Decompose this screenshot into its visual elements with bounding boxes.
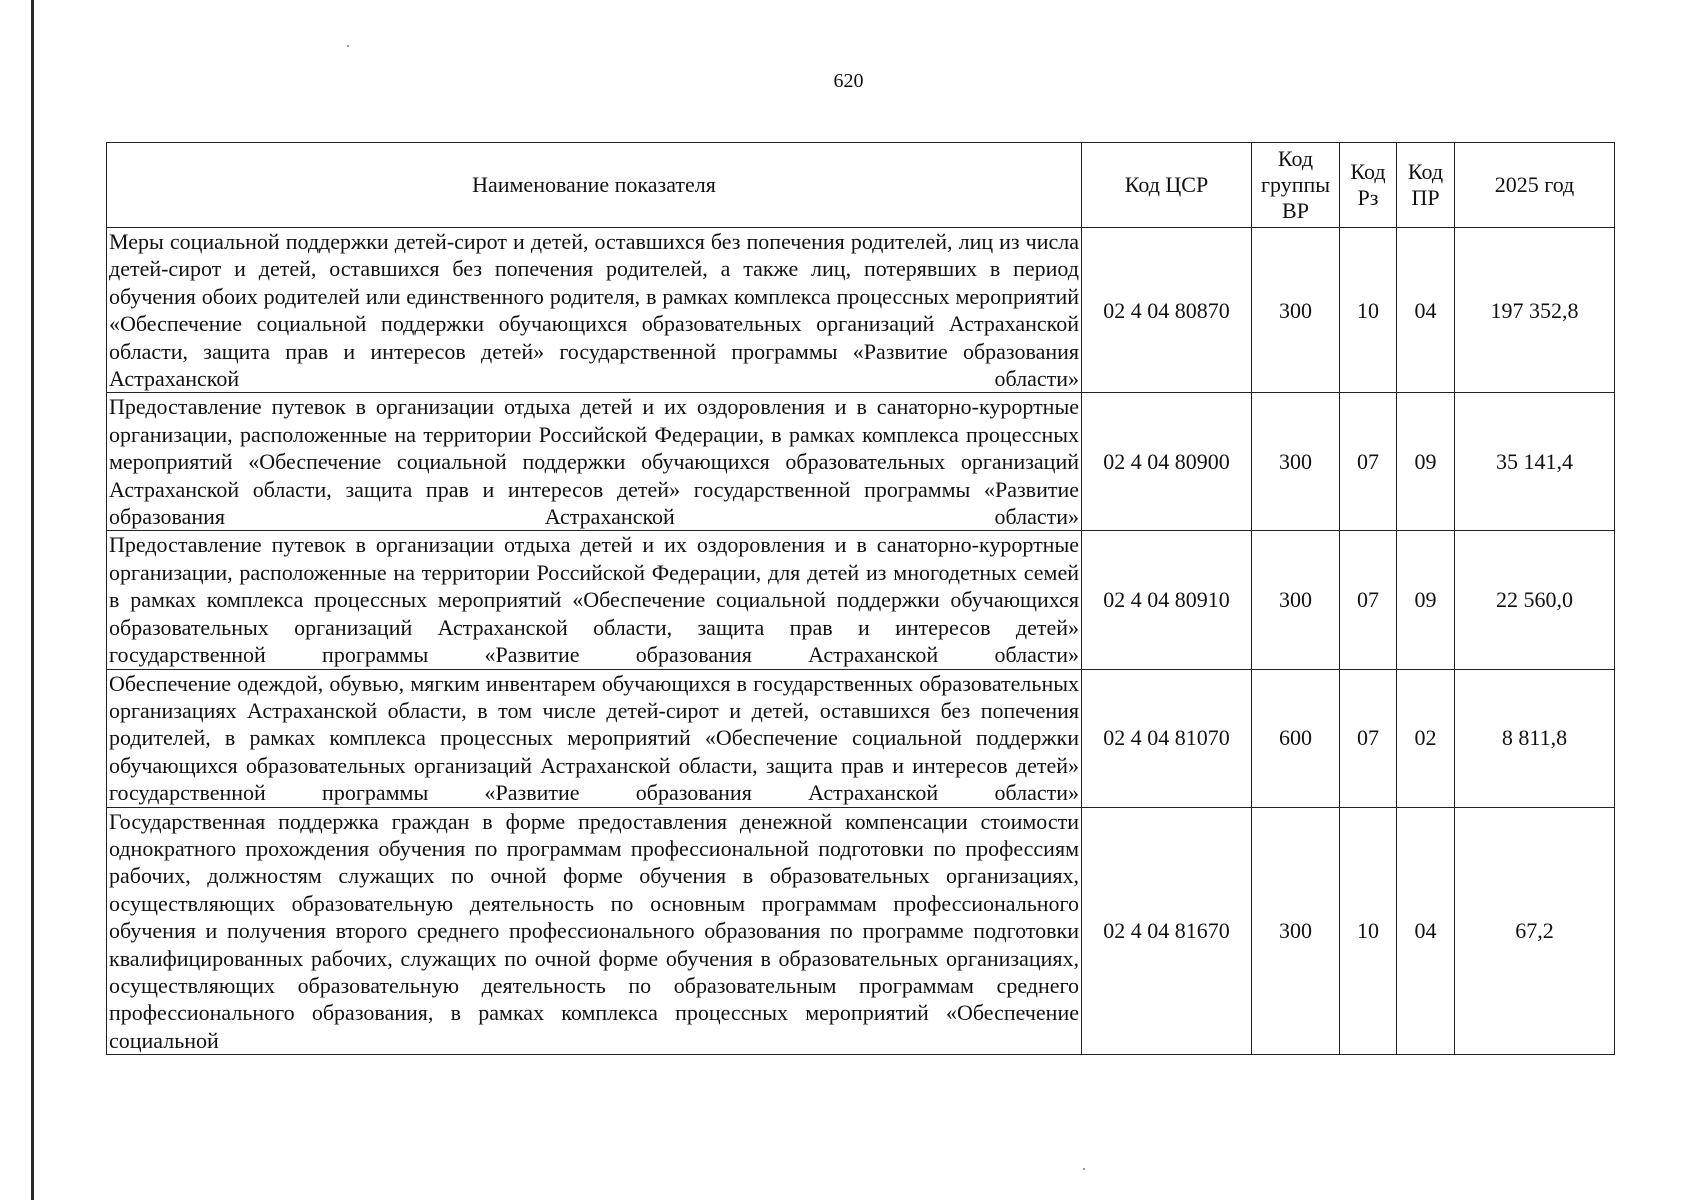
row-vr: 300 bbox=[1252, 393, 1340, 531]
row-vr: 300 bbox=[1252, 228, 1340, 393]
row-rz: 07 bbox=[1340, 393, 1397, 531]
row-rz: 07 bbox=[1340, 531, 1397, 669]
row-csr: 02 4 04 80910 bbox=[1082, 531, 1252, 669]
header-csr: Код ЦСР bbox=[1082, 143, 1252, 228]
table-row bbox=[107, 669, 1615, 807]
table-row bbox=[107, 807, 1615, 1055]
row-amount: 67,2 bbox=[1455, 807, 1615, 1055]
row-pr: 04 bbox=[1397, 228, 1455, 393]
row-rz: 10 bbox=[1340, 807, 1397, 1055]
budget-table bbox=[106, 142, 1615, 1055]
table-row bbox=[107, 531, 1615, 669]
row-csr: 02 4 04 81070 bbox=[1082, 669, 1252, 807]
table-row bbox=[107, 228, 1615, 393]
header-vr: Код группы ВР bbox=[1252, 143, 1340, 228]
row-amount: 22 560,0 bbox=[1455, 531, 1615, 669]
table-header-row bbox=[107, 143, 1615, 228]
row-csr: 02 4 04 80900 bbox=[1082, 393, 1252, 531]
table-row bbox=[107, 393, 1615, 531]
row-pr: 04 bbox=[1397, 807, 1455, 1055]
row-name: Обеспечение одеждой, обувью, мягким инвентарем обучающихся в государственных образовательных организациях Астраханской области, в том числе детей-сирот и детей, оставшихся без попечения родителей, в рамках комплекса процессных мероприятий «Обеспечение социальной поддержки обучающихся образовательных организаций Астраханской области, защита прав и интересов детей» государственной программы «Развитие образования Астраханской области» bbox=[107, 669, 1082, 807]
row-amount: 197 352,8 bbox=[1455, 228, 1615, 393]
row-amount: 8 811,8 bbox=[1455, 669, 1615, 807]
row-rz: 07 bbox=[1340, 669, 1397, 807]
row-amount: 35 141,4 bbox=[1455, 393, 1615, 531]
row-rz: 10 bbox=[1340, 228, 1397, 393]
row-pr: 09 bbox=[1397, 531, 1455, 669]
row-pr: 02 bbox=[1397, 669, 1455, 807]
row-vr: 300 bbox=[1252, 531, 1340, 669]
header-pr: Код ПР bbox=[1397, 143, 1455, 228]
row-csr: 02 4 04 80870 bbox=[1082, 228, 1252, 393]
row-name: Государственная поддержка граждан в форме предоставления денежной компенсации стоимости однократного прохождения обучения по программам профессиональной подготовки по профессиям рабочих, должностям служащих по очной форме обучения в образовательных организациях, осуществляющих образовательную деятельность по основным программам профессионального обучения и получения второго среднего профессионального образования по программе подготовки квалифицированных рабочих, служащих по очной форме обучения в образовательных организациях, осуществляющих образовательную деятельность по образовательным программам среднего профессионального образования, в рамках комплекса процессных мероприятий «Обеспечение социальной bbox=[107, 807, 1082, 1055]
row-name: Предоставление путевок в организации отдыха детей и их оздоровления и в санаторно-курортные организации, расположенные на территории Российской Федерации, для детей из многодетных семей в рамках комплекса процессных мероприятий «Обеспечение социальной поддержки обучающихся образовательных организаций Астраханской области, защита прав и интересов детей» государственной программы «Развитие образования Астраханской области» bbox=[107, 531, 1082, 669]
page-number: 620 bbox=[833, 70, 864, 92]
scan-speck bbox=[1083, 1168, 1085, 1170]
row-csr: 02 4 04 81670 bbox=[1082, 807, 1252, 1055]
header-year: 2025 год bbox=[1455, 143, 1615, 228]
header-name: Наименование показателя bbox=[107, 143, 1082, 228]
row-vr: 600 bbox=[1252, 669, 1340, 807]
row-name: Предоставление путевок в организации отдыха детей и их оздоровления и в санаторно-курортные организации, расположенные на территории Российской Федерации, в рамках комплекса процессных мероприятий «Обеспечение социальной поддержки обучающихся образовательных организаций Астраханской области, защита прав и интересов детей» государственной программы «Развитие образования Астраханской области» bbox=[107, 393, 1082, 531]
row-vr: 300 bbox=[1252, 807, 1340, 1055]
row-name: Меры социальной поддержки детей-сирот и детей, оставшихся без попечения родителей, лиц из числа детей-сирот и детей, оставшихся без попечения родителей, а также лиц, потерявших в период обучения обоих родителей или единственного родителя, в рамках комплекса процессных мероприятий «Обеспечение социальной поддержки обучающихся образовательных организаций Астраханской области, защита прав и интересов детей» государственной программы «Развитие образования Астраханской области» bbox=[107, 228, 1082, 393]
header-rz: Код Рз bbox=[1340, 143, 1397, 228]
scan-edge-line bbox=[31, 0, 34, 1200]
scan-speck bbox=[347, 45, 349, 47]
row-pr: 09 bbox=[1397, 393, 1455, 531]
